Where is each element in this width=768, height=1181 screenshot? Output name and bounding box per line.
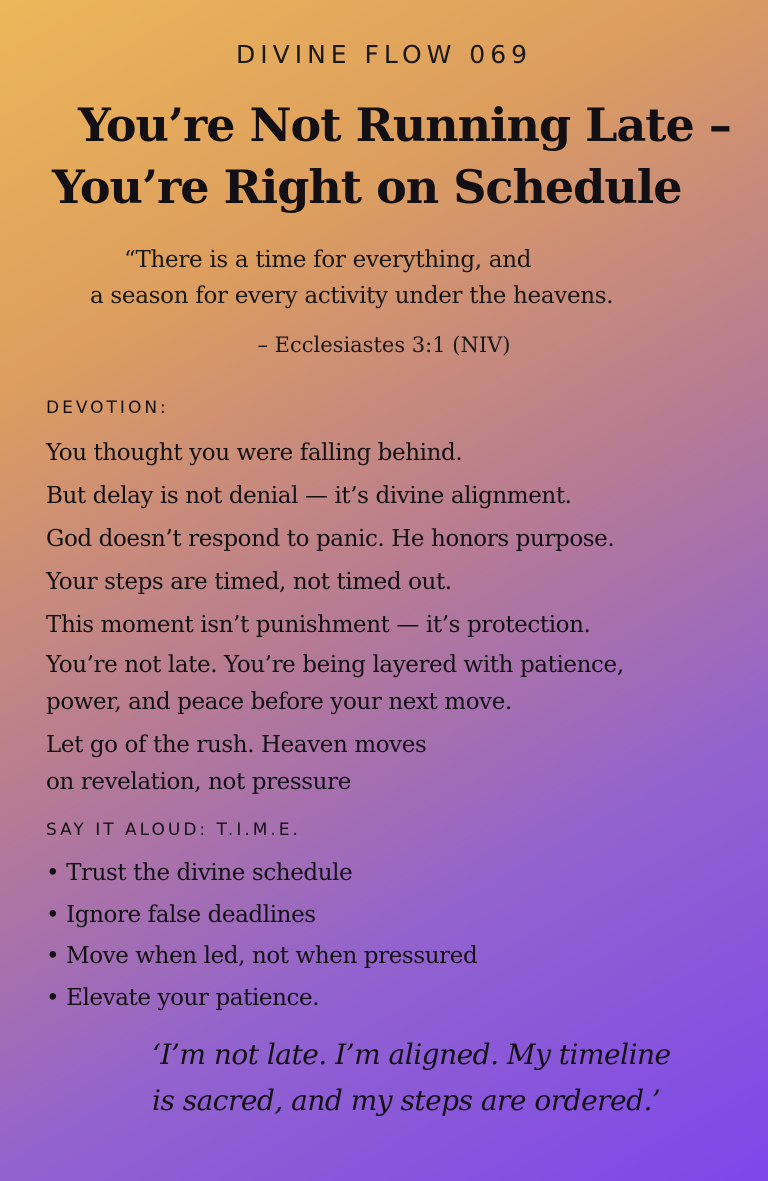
list-item: • Trust the divine schedule [46,860,353,886]
devotion-line: But delay is not denial — it’s divine alignment. [46,483,572,509]
devotion-body [46,432,624,807]
devotion-line: God doesn’t respond to panic. He honors purpose. [46,526,615,552]
devotion-paragraph [46,727,624,807]
devotion-paragraph [46,647,624,727]
affirmation-line-2: is sacred, and my steps are ordered.’ [152,1084,661,1117]
affirmation-line-1: ‘I’m not late. I’m aligned. My timeline [152,1038,671,1071]
verse-reference: – Ecclesiastes 3:1 (NIV) [257,333,511,357]
list-item: • Elevate your patience. [46,984,320,1011]
devotion-line: Let go of the rush. Heaven moves [46,732,427,758]
devotion-line: Your steps are timed, not timed out. [46,569,452,595]
series-label: DIVINE FLOW 069 [235,40,533,69]
title-line-1: You’re Not Running Late – [78,98,731,152]
closing-affirmation [152,1032,671,1124]
devotion-line: You thought you were falling behind. [46,440,463,466]
devotion-heading: DEVOTION: [46,398,169,418]
devotion-line: You’re not late. You’re being layered with patience, [46,652,624,678]
devotion-line: power, and peace before your next move. [46,689,512,715]
list-item: • Ignore false deadlines [46,901,316,928]
list-item: • Move when led, not when pressured [46,943,478,969]
devotion-line: This moment isn’t punishment — it’s protection. [46,612,591,638]
devotion-line: on revelation, not pressure [46,769,351,795]
time-acronym-list [46,853,477,1019]
say-it-aloud-heading: SAY IT ALOUD: T.I.M.E. [46,820,301,840]
title-line-2: You’re Right on Schedule [52,160,682,214]
verse-line-2: a season for every activity under the heavens. [90,283,614,309]
verse-line-1: “There is a time for everything, and [124,247,532,273]
